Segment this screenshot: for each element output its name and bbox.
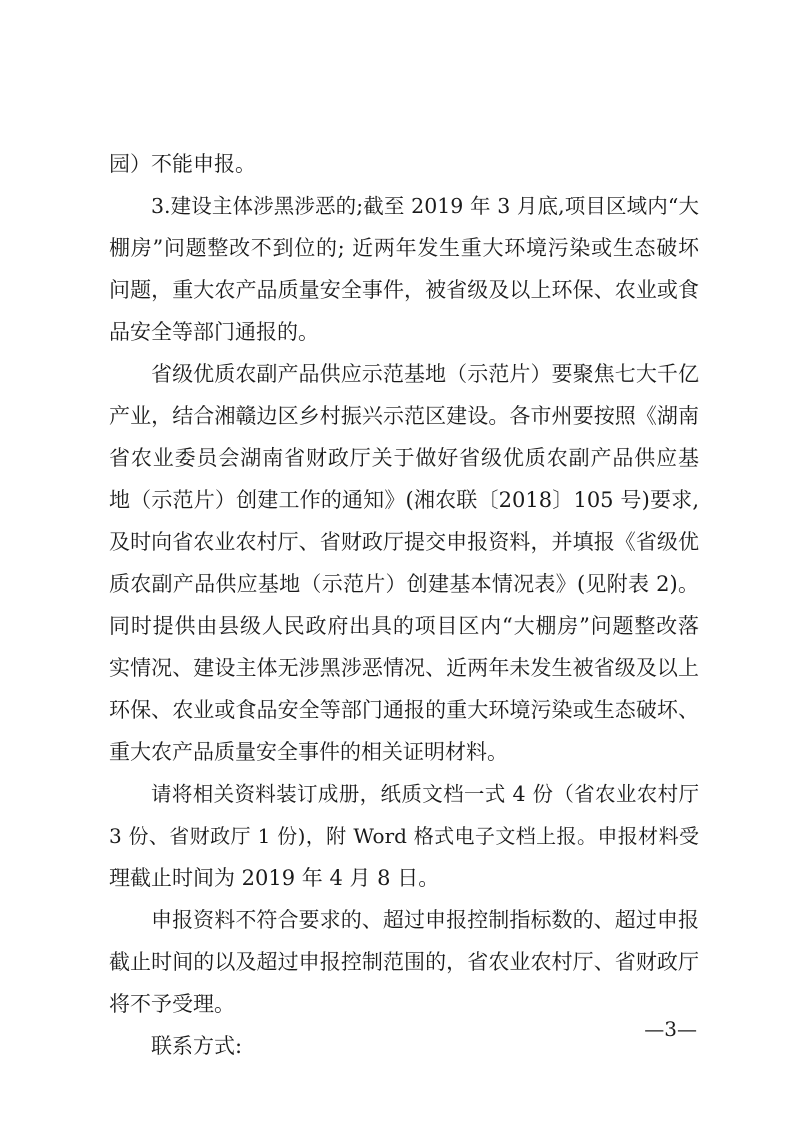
paragraph-line: 请将相关资料装订成册，纸质文档一式 4 份（省农业农村厅 xyxy=(151,782,699,806)
paragraph-line: 3.建设主体涉黑涉恶的;截至 2019 年 3 月底,项目区域内“大 xyxy=(151,194,699,218)
page-number: —3— xyxy=(644,1017,697,1041)
paragraph-line: 省级优质农副产品供应示范基地（示范片）要聚焦七大千亿 xyxy=(151,362,699,386)
paragraph-line: 棚房”问题整改不到位的; 近两年发生重大环境污染或生态破坏 xyxy=(109,236,699,260)
paragraph-line: 实情况、建设主体无涉黑涉恶情况、近两年未发生被省级及以上 xyxy=(109,656,699,680)
paragraph-line: 理截止时间为 2019 年 4 月 8 日。 xyxy=(109,866,440,890)
paragraph-line: 申报资料不符合要求的、超过申报控制指标数的、超过申报 xyxy=(151,908,699,932)
paragraph-line: 地（示范片）创建工作的通知》(湘农联〔2018〕105 号)要求, xyxy=(109,488,699,512)
paragraph-line: 及时向省农业农村厅、省财政厅提交申报资料，并填报《省级优 xyxy=(109,530,699,554)
paragraph-line: 品安全等部门通报的。 xyxy=(109,320,319,344)
paragraph-line: 将不予受理。 xyxy=(109,992,235,1016)
paragraph-line: 联系方式: xyxy=(151,1034,243,1058)
paragraph-line: 质农副产品供应基地（示范片）创建基本情况表》(见附表 2)。 xyxy=(109,572,699,596)
paragraph-line: 重大农产品质量安全事件的相关证明材料。 xyxy=(109,740,508,764)
paragraph-line: 环保、农业或食品安全等部门通报的重大环境污染或生态破坏、 xyxy=(109,698,699,722)
paragraph-line: 产业，结合湘赣边区乡村振兴示范区建设。各市州要按照《湖南 xyxy=(109,404,699,428)
paragraph-line: 问题，重大农产品质量安全事件，被省级及以上环保、农业或食 xyxy=(109,278,699,302)
paragraph-line: 园）不能申报。 xyxy=(109,152,256,176)
document-body xyxy=(109,143,699,1067)
paragraph-line: 截止时间的以及超过申报控制范围的，省农业农村厅、省财政厅 xyxy=(109,950,699,974)
paragraph-line: 省农业委员会湖南省财政厅关于做好省级优质农副产品供应基 xyxy=(109,446,699,470)
paragraph-line: 同时提供由县级人民政府出具的项目区内“大棚房”问题整改落 xyxy=(109,614,699,638)
paragraph-line: 3 份、省财政厅 1 份)，附 Word 格式电子文档上报。申报材料受 xyxy=(109,824,699,848)
